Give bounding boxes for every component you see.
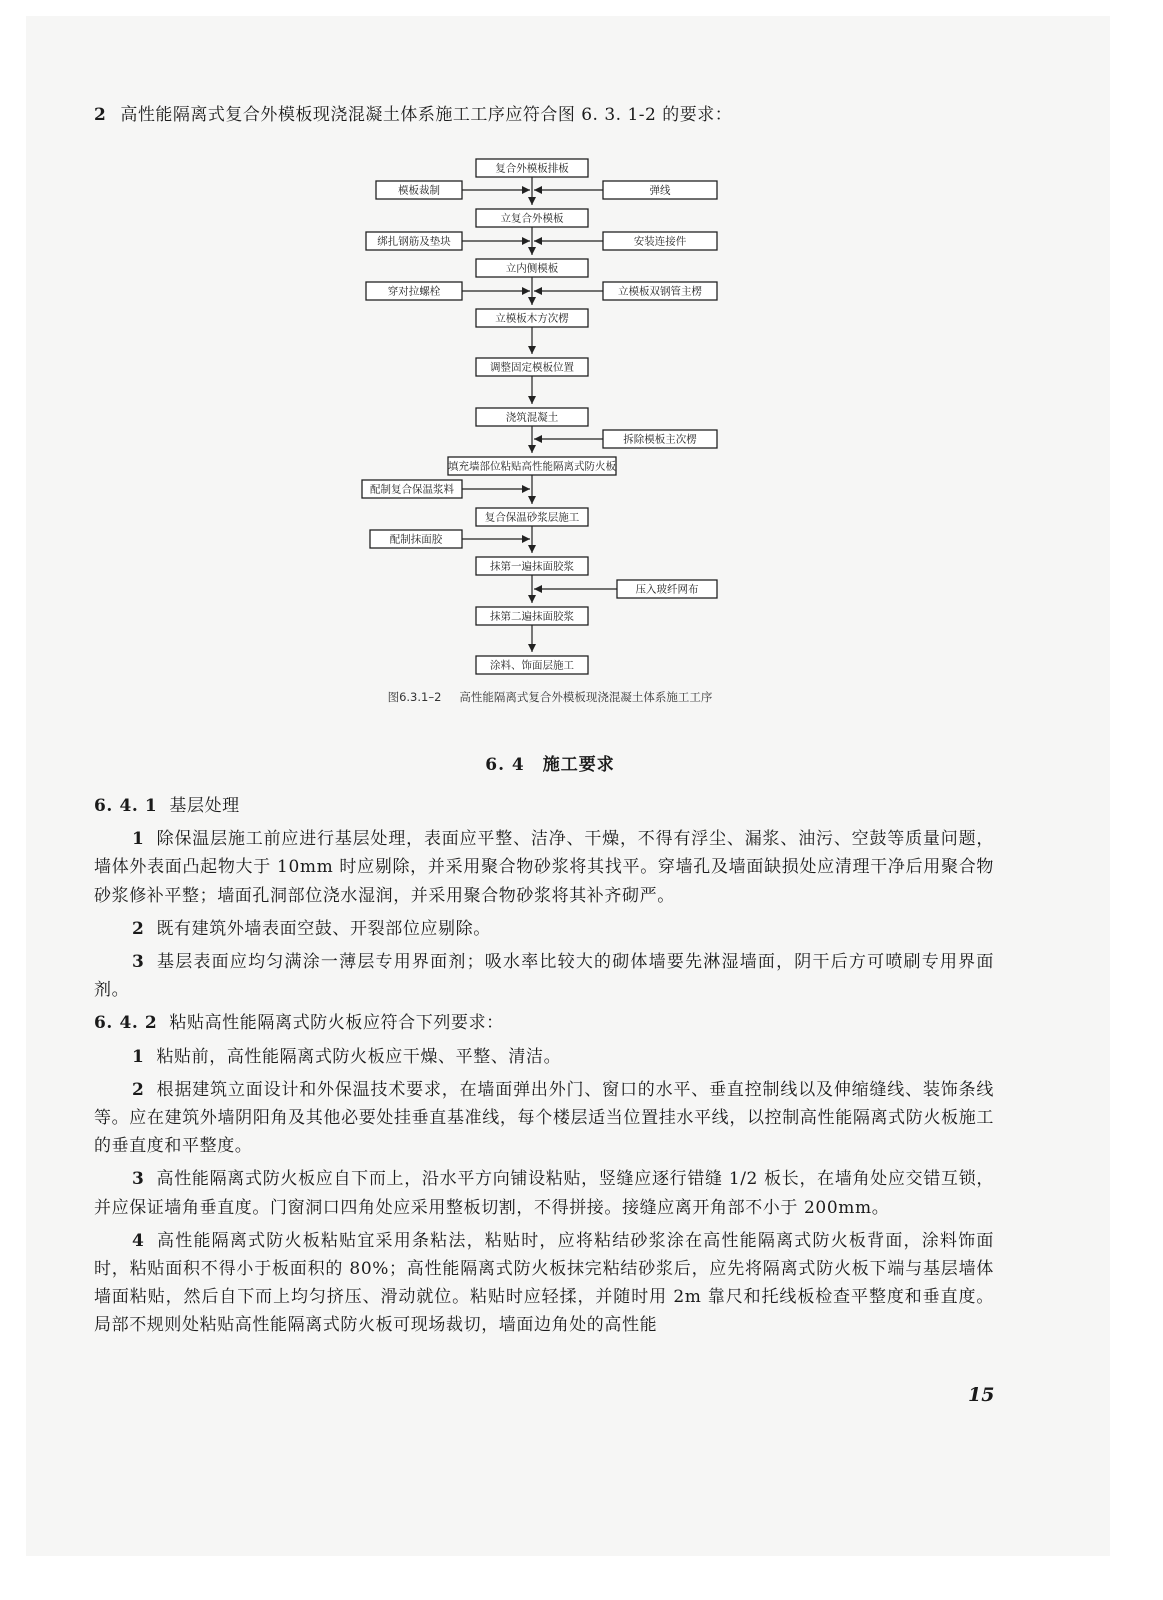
section-heading bbox=[0, 750, 1100, 775]
item-number: 1 bbox=[132, 1046, 145, 1067]
item-text: 粘贴前，高性能隔离式防火板应干燥、平整、清洁。 bbox=[156, 1046, 562, 1067]
flow-side-step bbox=[366, 282, 462, 300]
flow-main-step-label: 复合外模板排板 bbox=[495, 162, 569, 175]
item-number: 1 bbox=[132, 829, 145, 850]
list-item bbox=[94, 915, 994, 943]
flow-main-step-label: 调整固定模板位置 bbox=[490, 361, 574, 374]
flow-main-step bbox=[476, 209, 588, 227]
flow-side-step-label: 配制抹面胶 bbox=[389, 533, 443, 546]
clause-title: 基层处理 bbox=[169, 796, 240, 816]
flow-main-step-label: 立复合外模板 bbox=[500, 212, 564, 225]
flow-main-step bbox=[476, 408, 588, 426]
item-number: 3 bbox=[132, 952, 145, 973]
figure-title: 高性能隔离式复合外模板现浇混凝土体系施工工序 bbox=[459, 690, 713, 704]
flow-main-step bbox=[476, 557, 588, 575]
flow-main-step bbox=[476, 259, 588, 277]
flow-side-step bbox=[366, 232, 462, 250]
clause-number: 6. 4. 2 bbox=[94, 1013, 158, 1034]
list-item bbox=[94, 1165, 994, 1221]
flow-main-step bbox=[476, 607, 588, 625]
item-text: 高性能隔离式防火板粘贴宜采用条粘法，粘贴时，应将粘结砂浆涂在高性能隔离式防火板背面，涂料饰面时，粘贴面积不得小于板面积的 80%；高性能隔离式防火板抹完粘结砂浆后，应先将隔离式防火板下端与基层墙体墙面粘贴，然后自下而上均匀挤压、滑动就位。粘贴时应轻揉，并随时用 2m 靠尺和托线板检查平整度和垂直度。局部不规则处粘贴高性能隔离式防火板可现场裁切，墙面边角处的高性能 bbox=[94, 1230, 994, 1336]
figure-number: 图6.3.1–2 bbox=[387, 690, 442, 704]
flow-side-step-label: 绑扎钢筋及垫块 bbox=[377, 235, 451, 248]
flow-main-step-label: 填充墙部位粘贴高性能隔离式防火板 bbox=[448, 460, 616, 473]
process-flowchart bbox=[0, 0, 1163, 700]
flow-main-step-label: 抹第二遍抹面胶浆 bbox=[490, 610, 574, 623]
item-text: 既有建筑外墙表面空鼓、开裂部位应剔除。 bbox=[156, 918, 491, 939]
flow-main-step-label: 立模板木方次楞 bbox=[495, 312, 569, 325]
flow-side-step bbox=[603, 181, 717, 199]
flow-side-step-label: 立模板双钢管主楞 bbox=[618, 285, 702, 298]
clause-heading bbox=[94, 792, 994, 820]
flow-main-step bbox=[476, 358, 588, 376]
flow-main-step-label: 浇筑混凝土 bbox=[505, 411, 559, 424]
item-text: 根据建筑立面设计和外保温技术要求，在墙面弹出外门、窗口的水平、垂直控制线以及伸缩缝线、装饰条线等。应在建筑外墙阴阳角及其他必要处挂垂直基准线，每个楼层适当位置挂水平线，以控制高性能隔离式防火板施工的垂直度和平整度。 bbox=[94, 1079, 994, 1157]
item-number: 3 bbox=[132, 1169, 145, 1190]
flow-main-step-label: 涂料、饰面层施工 bbox=[490, 659, 574, 672]
flow-side-step bbox=[603, 232, 717, 250]
intro-number: 2 bbox=[94, 105, 107, 125]
flow-side-step bbox=[376, 181, 462, 199]
list-item bbox=[94, 1076, 994, 1161]
clause-number: 6. 4. 1 bbox=[94, 796, 158, 816]
flow-side-step bbox=[617, 580, 717, 598]
flow-side-step-label: 配制复合保温浆料 bbox=[370, 483, 454, 496]
clause-title: 粘贴高性能隔离式防火板应符合下列要求： bbox=[169, 1013, 504, 1034]
flow-main-step bbox=[476, 159, 588, 177]
figure-caption bbox=[0, 689, 1100, 705]
flow-side-step-label: 穿对拉螺栓 bbox=[387, 285, 441, 298]
flow-side-step-label: 拆除模板主次楞 bbox=[623, 433, 697, 446]
flow-side-step bbox=[370, 530, 462, 548]
item-number: 4 bbox=[132, 1230, 145, 1251]
flow-side-step-label: 模板裁制 bbox=[398, 184, 440, 197]
flow-side-step bbox=[362, 480, 462, 498]
flow-main-step bbox=[448, 457, 616, 475]
flow-main-step bbox=[476, 508, 588, 526]
clause-heading bbox=[94, 1009, 994, 1037]
flow-main-step-label: 抹第一遍抹面胶浆 bbox=[490, 560, 574, 573]
page-number: 15 bbox=[968, 1384, 995, 1406]
item-number: 2 bbox=[132, 1079, 145, 1100]
list-item bbox=[94, 948, 994, 1004]
section-title-text: 施工要求 bbox=[542, 755, 615, 775]
flow-side-step-label: 弹线 bbox=[649, 184, 671, 197]
list-item bbox=[94, 1227, 994, 1340]
item-text: 高性能隔离式防火板应自下而上，沿水平方向铺设粘贴，竖缝应逐行错缝 1/2 板长，在墙角处应交错互锁，并应保证墙角垂直度。门窗洞口四角处应采用整板切割，不得拼接。接缝应离开角部不小于 200mm。 bbox=[94, 1169, 994, 1218]
flow-main-step bbox=[476, 309, 588, 327]
item-text: 基层表面应均匀满涂一薄层专用界面剂；吸水率比较大的砌体墙要先淋湿墙面，阴干后方可喷刷专用界面剂。 bbox=[94, 952, 994, 1001]
flow-side-step-label: 安装连接件 bbox=[633, 235, 687, 248]
intro-text: 高性能隔离式复合外模板现浇混凝土体系施工工序应符合图 6. 3. 1-2 的要求： bbox=[120, 105, 733, 125]
body-text bbox=[94, 792, 994, 1345]
flow-main-step-label: 立内侧模板 bbox=[505, 262, 559, 275]
section-number: 6. 4 bbox=[485, 755, 525, 775]
list-item bbox=[94, 825, 994, 910]
item-number: 2 bbox=[132, 918, 145, 939]
flow-main-step bbox=[476, 656, 588, 674]
list-item bbox=[94, 1043, 994, 1071]
flow-side-step bbox=[603, 430, 717, 448]
flow-main-step-label: 复合保温砂浆层施工 bbox=[484, 511, 580, 524]
flow-side-step bbox=[603, 282, 717, 300]
item-text: 除保温层施工前应进行基层处理，表面应平整、洁净、干燥，不得有浮尘、漏浆、油污、空鼓等质量问题，墙体外表面凸起物大于 10mm 时应剔除，并采用聚合物砂浆将其找平。穿墙孔及墙面缺损处应清理干净后用聚合物砂浆修补平整；墙面孔洞部位浇水湿润，并采用聚合物砂浆将其补齐砌严。 bbox=[94, 829, 994, 906]
flow-side-step-label: 压入玻纤网布 bbox=[635, 583, 699, 596]
